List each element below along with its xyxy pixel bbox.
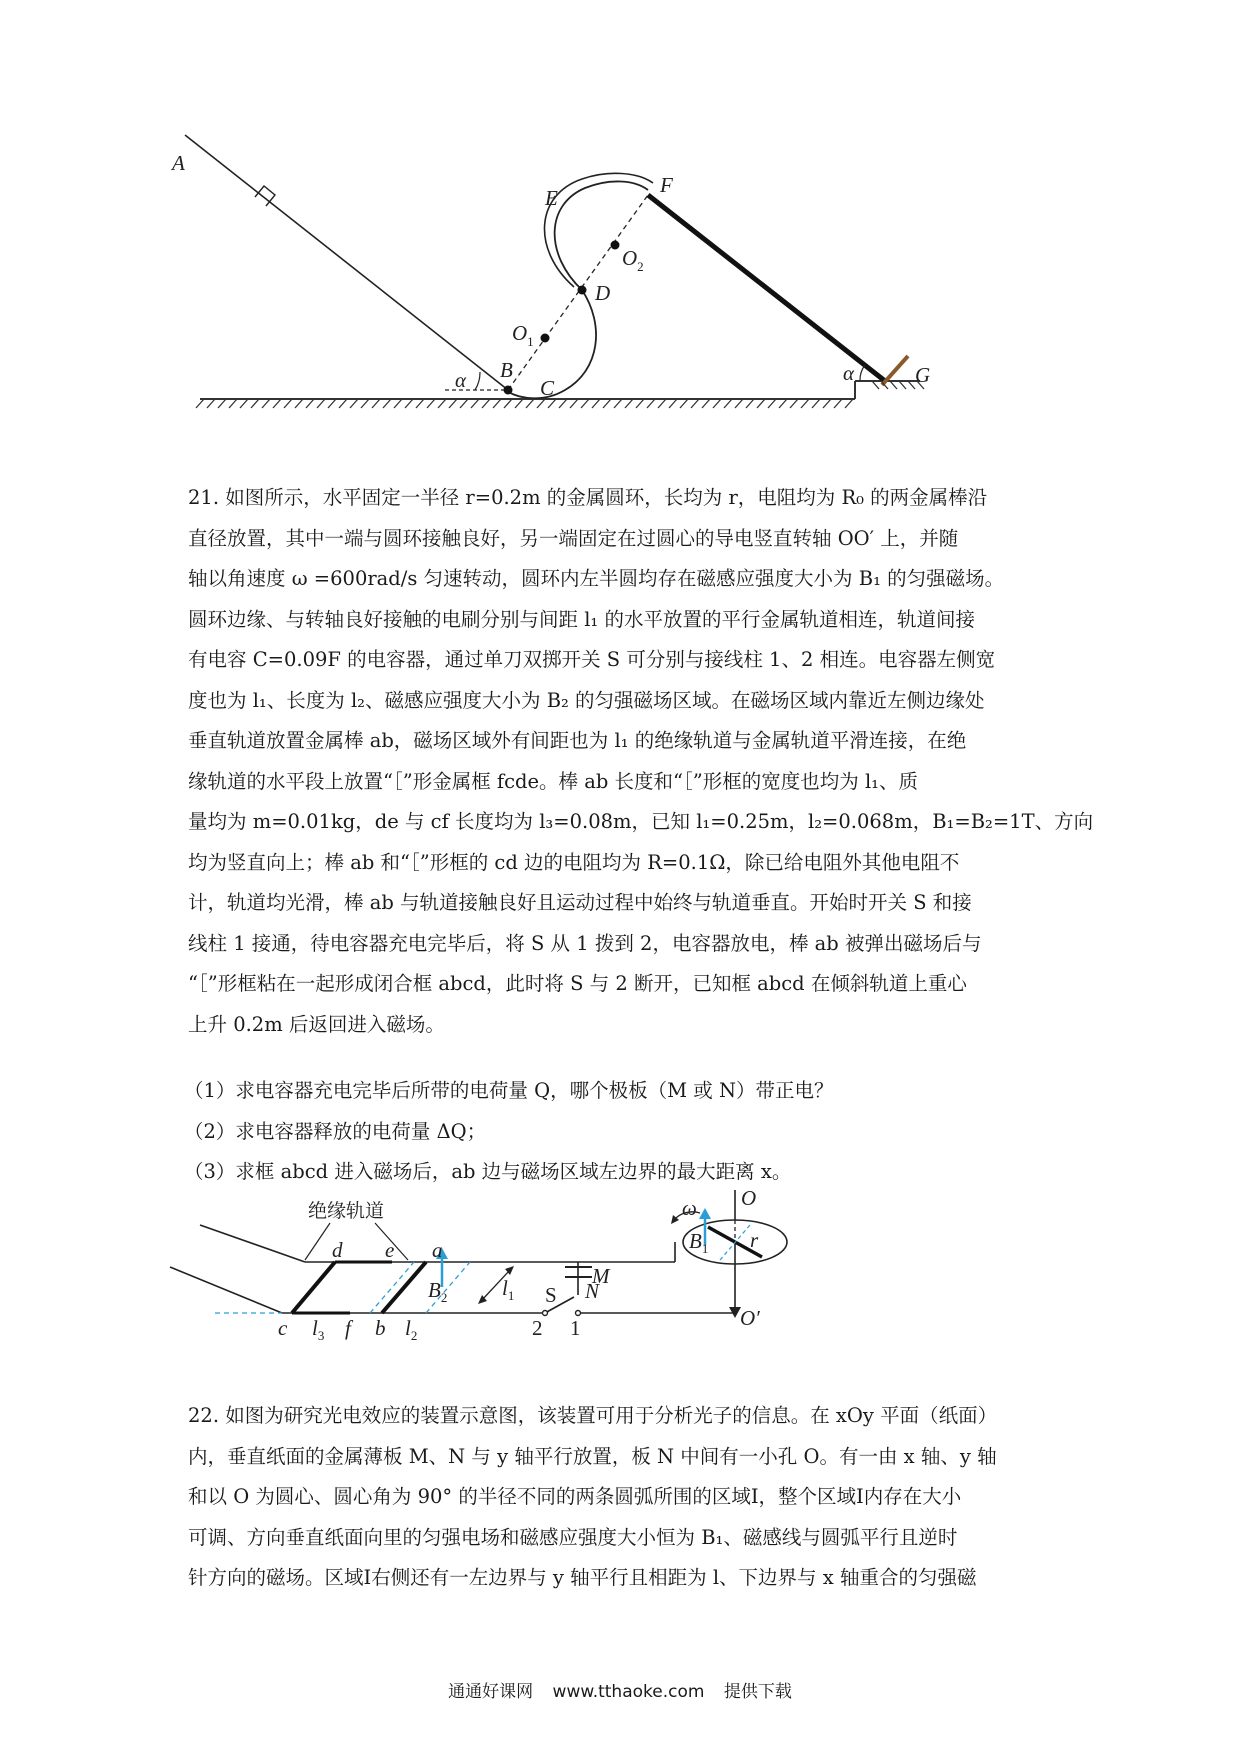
hatch-mark xyxy=(908,381,915,389)
question-21-line: 上升 0.2m 后返回进入磁场。 xyxy=(188,1012,445,1036)
footer-url[interactable]: www.tthaoke.com xyxy=(552,1682,705,1702)
hatch-mark xyxy=(262,399,270,408)
label-omega: ω xyxy=(682,1196,697,1220)
label-l3: $l_3$ xyxy=(312,1316,325,1343)
hatch-mark xyxy=(691,399,699,408)
hatch-mark xyxy=(196,399,204,408)
label-O2: $O_2$ xyxy=(622,246,644,274)
question-21-line: 计，轨道均光滑，棒 ab 与轨道接触良好且运动过程中始终与轨道垂直。开始时开关 S 和接 xyxy=(188,891,972,914)
incline-AB xyxy=(185,135,508,390)
hatch-mark xyxy=(559,399,567,408)
hatch-mark xyxy=(438,399,446,408)
label-r: r xyxy=(750,1228,759,1252)
hatch-mark xyxy=(702,399,710,408)
incline-rail-lower xyxy=(170,1267,282,1313)
hatch-mark xyxy=(603,399,611,408)
hatch-mark xyxy=(504,399,512,408)
hatch-mark xyxy=(350,399,358,408)
hatch-mark xyxy=(416,399,424,408)
hatch-mark xyxy=(636,399,644,408)
footer-site-name: 通通好课网 xyxy=(448,1682,534,1702)
sub-question: （3）求框 abcd 进入磁场后，ab 边与磁场区域左边界的最大距离 x。 xyxy=(184,1160,792,1183)
hatch-mark xyxy=(372,399,380,408)
hatch-mark xyxy=(680,399,688,408)
label-B1: $B_1$ xyxy=(689,1229,709,1256)
hatch-mark xyxy=(427,399,435,408)
point-D xyxy=(578,286,587,295)
question-21-line: 均为竖直向上；棒 ab 和“［”形框的 cd 边的电阻均为 R=0.1Ω，除已给电阻外其他电阻不 xyxy=(188,850,960,874)
label-O-prime: O′ xyxy=(740,1306,760,1330)
hatch-mark xyxy=(284,399,292,408)
label-O1: $O_1$ xyxy=(512,321,534,349)
question-21-line: 有电容 C=0.09F 的电容器，通过单刀双掷开关 S 可分别与接线柱 1、2 相连。电容器左侧宽 xyxy=(188,648,996,671)
hatch-mark xyxy=(614,399,622,408)
label-G: G xyxy=(915,363,931,387)
dashed-line-C-F xyxy=(508,195,648,390)
question-21-line: “［”形框粘在一起形成闭合框 abcd，此时将 S 与 2 断开，已知框 abcd 在倾斜轨道上重心 xyxy=(188,972,967,995)
hatch-mark xyxy=(647,399,655,408)
label-M: M xyxy=(592,1264,610,1288)
label-e: e xyxy=(385,1238,395,1262)
label-b: b xyxy=(375,1316,386,1340)
hatch-mark xyxy=(471,399,479,408)
track-upper-loop-inner xyxy=(555,181,648,290)
hatch-mark xyxy=(581,399,589,408)
rotating-rod-1 xyxy=(708,1227,735,1242)
hatch-mark xyxy=(872,381,879,389)
question-21-subquestions xyxy=(184,1071,1059,1193)
sub-question: （1）求电容器充电完毕后所带的电荷量 Q，哪个极板（M 或 N）带正电？ xyxy=(184,1079,834,1102)
label-D: D xyxy=(595,281,611,305)
incline-FG xyxy=(648,195,885,381)
hatch-mark xyxy=(526,399,534,408)
label-insulated-track: 绝缘轨道 xyxy=(308,1200,385,1222)
label-pin-1: 1 xyxy=(570,1316,581,1340)
hatch-mark xyxy=(790,399,798,408)
figure-1-track-diagram xyxy=(160,150,1100,485)
hatch-mark xyxy=(361,399,369,408)
label-l2: $l_2$ xyxy=(405,1316,418,1343)
hatch-mark xyxy=(383,399,391,408)
hatch-mark xyxy=(493,399,501,408)
rod-ab xyxy=(382,1262,426,1313)
label-A: A xyxy=(172,151,185,175)
label-N: N xyxy=(585,1279,600,1303)
label-B2: $B_2$ xyxy=(428,1278,448,1305)
hatch-mark xyxy=(735,399,743,408)
hatch-mark xyxy=(779,399,787,408)
label-B: B xyxy=(500,358,513,382)
point-O1 xyxy=(541,334,550,343)
question-21-line: 圆环边缘、与转轴良好接触的电刷分别与间距 l₁ 的水平放置的平行金属轨道相连，轨道间接 xyxy=(188,607,975,631)
field-boundary-left xyxy=(370,1262,414,1313)
hatch-mark xyxy=(295,399,303,408)
hatch-mark xyxy=(460,399,468,408)
point-O2 xyxy=(611,241,620,250)
hatch-mark xyxy=(317,399,325,408)
frame-cd xyxy=(292,1262,335,1313)
hatch-mark xyxy=(537,399,545,408)
hatch-mark xyxy=(669,399,677,408)
page-footer xyxy=(0,1677,1240,1702)
label-f: f xyxy=(345,1316,351,1340)
switch-pin-2 xyxy=(543,1311,548,1316)
label-c: c xyxy=(278,1316,288,1340)
label-S: S xyxy=(545,1283,557,1307)
question-21-line: 21. 如图所示，水平固定一半径 r=0.2m 的金属圆环，长均为 r，电阻均为 R₀ 的两金属棒沿 xyxy=(188,486,988,509)
label-d: d xyxy=(332,1238,343,1262)
hatch-mark xyxy=(757,399,765,408)
hatch-mark xyxy=(746,399,754,408)
question-22-line: 内，垂直纸面的金属薄板 M、N 与 y 轴平行放置，板 N 中间有一小孔 O。有一由 x 轴、y 轴 xyxy=(188,1444,997,1468)
question-21-line: 直径放置，其中一端与圆环接触良好，另一端固定在过圆心的导电竖直转轴 OO′ 上，并随 xyxy=(188,526,959,550)
label-a: a xyxy=(432,1238,443,1262)
hatch-mark xyxy=(218,399,226,408)
hatch-mark xyxy=(625,399,633,408)
alpha-arc-left xyxy=(475,372,480,390)
hatch-mark xyxy=(570,399,578,408)
question-22-line: 22. 如图为研究光电效应的装置示意图，该装置可用于分析光子的信息。在 xOy 平面（纸面） xyxy=(188,1404,998,1427)
hatch-mark xyxy=(823,399,831,408)
hatch-mark xyxy=(515,399,523,408)
hatch-mark xyxy=(394,399,402,408)
ground-hatch xyxy=(196,399,855,408)
pointer-insulated-1 xyxy=(305,1223,330,1260)
hatch-mark xyxy=(713,399,721,408)
hatch-mark xyxy=(251,399,259,408)
hatch-mark xyxy=(899,381,906,389)
footer-note: 提供下载 xyxy=(723,1682,792,1702)
hatch-mark xyxy=(801,399,809,408)
question-22-line: 可调、方向垂直纸面向里的匀强电场和磁感应强度大小恒为 B₁、磁感线与圆弧平行且逆时 xyxy=(188,1525,958,1549)
label-O: O xyxy=(741,1186,757,1210)
question-22-line: 和以 O 为圆心、圆心角为 90° 的半径不同的两条圆弧所围的区域Ⅰ，整个区域Ⅰ内存在大小 xyxy=(188,1485,962,1508)
point-B xyxy=(504,386,513,395)
hatch-mark xyxy=(306,399,314,408)
hatch-mark xyxy=(592,399,600,408)
label-alpha-right: α xyxy=(843,361,855,385)
hatch-mark xyxy=(240,399,248,408)
hatch-mark xyxy=(339,399,347,408)
B1-arrow-head xyxy=(699,1208,711,1219)
hatch-mark xyxy=(207,399,215,408)
question-21-line: 缘轨道的水平段上放置“［”形金属框 fcde。棒 ab 长度和“［”形框的宽度也均为 l₁、质 xyxy=(188,769,918,793)
hatch-mark xyxy=(724,399,732,408)
question-22-line: 针方向的磁场。区域Ⅰ右侧还有一左边界与 y 轴平行且相距为 l、下边界与 x 轴重合的匀强磁 xyxy=(188,1566,977,1589)
hatch-mark xyxy=(658,399,666,408)
question-21-text xyxy=(188,478,1094,1045)
hatch-mark xyxy=(845,399,853,408)
question-21-line: 线柱 1 接通，待电容器充电完毕后，将 S 从 1 拨到 2，电容器放电，棒 ab 被弹出磁场后与 xyxy=(188,931,982,955)
hatch-mark xyxy=(812,399,820,408)
hatch-mark xyxy=(482,399,490,408)
label-pin-2: 2 xyxy=(532,1316,543,1340)
figure-2-circuit-diagram xyxy=(160,1186,920,1400)
question-21-line: 度也为 l₁、长度为 l₂、磁感应强度大小为 B₂ 的匀强磁场区域。在磁场区域内靠近左侧边缘处 xyxy=(188,688,985,712)
incline-rail-upper xyxy=(200,1225,305,1262)
question-21-line: 垂直轨道放置金属棒 ab，磁场区域外有间距也为 l₁ 的绝缘轨道与金属轨道平滑连接，在绝 xyxy=(188,729,967,752)
question-21-line: 量均为 m=0.01kg，de 与 cf 长度均为 l₃=0.08m，已知 l₁=0.25m，l₂=0.068m，B₁=B₂=1T、方向 xyxy=(188,810,1094,833)
hatch-mark xyxy=(229,399,237,408)
question-22-text xyxy=(188,1396,1063,1599)
hatch-mark xyxy=(834,399,842,408)
hatch-mark xyxy=(328,399,336,408)
hatch-mark xyxy=(273,399,281,408)
hatch-mark xyxy=(890,381,897,389)
label-E: E xyxy=(545,186,558,210)
question-21-line: 轴以角速度 ω =600rad/s 匀速转动，圆环内左半圆均存在磁感应强度大小为 B₁ 的匀强磁场。 xyxy=(188,567,1005,590)
label-C: C xyxy=(540,376,555,400)
label-F: F xyxy=(660,173,673,197)
sub-question: （2）求电容器释放的电荷量 ΔQ； xyxy=(184,1119,487,1143)
hatch-mark xyxy=(768,399,776,408)
label-l1: $l_1$ xyxy=(502,1276,515,1303)
label-alpha-left: α xyxy=(455,368,467,392)
hatch-mark xyxy=(449,399,457,408)
switch-pin-1 xyxy=(576,1311,581,1316)
hatch-mark xyxy=(548,399,556,408)
hatch-mark xyxy=(405,399,413,408)
